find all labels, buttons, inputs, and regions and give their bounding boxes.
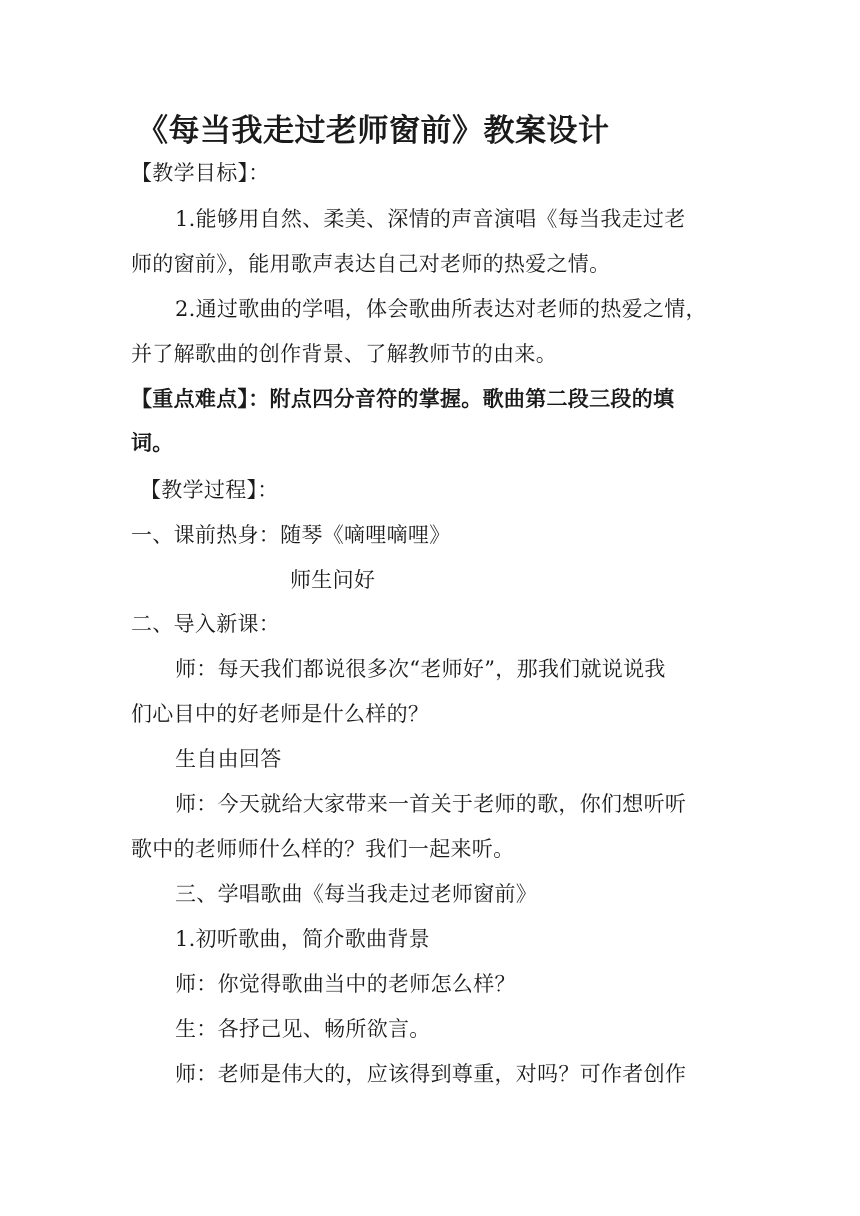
paragraph-line: 2.通过歌曲的学唱，体会歌曲所表达对老师的热爱之情，: [175, 297, 707, 321]
paragraph-line: 生自由回答: [175, 747, 282, 771]
paragraph-line: 三、学唱歌曲《每当我走过老师窗前》: [175, 882, 538, 906]
paragraph-line: 1.能够用自然、柔美、深情的声音演唱《每当我走过老: [175, 207, 686, 231]
section-heading-process: 【教学过程】：: [140, 478, 279, 502]
paragraph-line: 生：各抒己见、畅所欲言。: [175, 1017, 431, 1041]
paragraph-line: 词。: [131, 430, 174, 455]
paragraph-line: 一、课前热身：随琴《嘀哩嘀哩》: [131, 523, 451, 547]
paragraph-line: 师：每天我们都说很多次“老师好”，那我们就说说我: [175, 657, 666, 681]
paragraph-line: 二、导入新课：: [131, 612, 281, 636]
document-title: 《每当我走过老师窗前》教案设计: [137, 113, 610, 149]
paragraph-line: 并了解歌曲的创作背景、了解教师节的由来。: [131, 342, 557, 366]
paragraph-line: 师：老师是伟大的，应该得到尊重，对吗？可作者创作: [175, 1062, 687, 1086]
paragraph-line: 师：你觉得歌曲当中的老师怎么样？: [175, 972, 516, 996]
paragraph-line: 师的窗前》，能用歌声表达自己对老师的热爱之情。: [131, 252, 611, 276]
section-heading-key-points: 【重点难点】：附点四分音符的掌握。歌曲第二段三段的填: [131, 386, 675, 411]
paragraph-line: 师生问好: [290, 568, 376, 592]
paragraph-line: 歌中的老师师什么样的？我们一起来听。: [131, 837, 515, 861]
paragraph-line: 1.初听歌曲，简介歌曲背景: [175, 927, 430, 951]
paragraph-line: 们心目中的好老师是什么样的？: [131, 702, 430, 726]
paragraph-line: 师：今天就给大家带来一首关于老师的歌，你们想听听: [175, 792, 687, 816]
section-heading-objectives: 【教学目标】：: [131, 161, 270, 185]
